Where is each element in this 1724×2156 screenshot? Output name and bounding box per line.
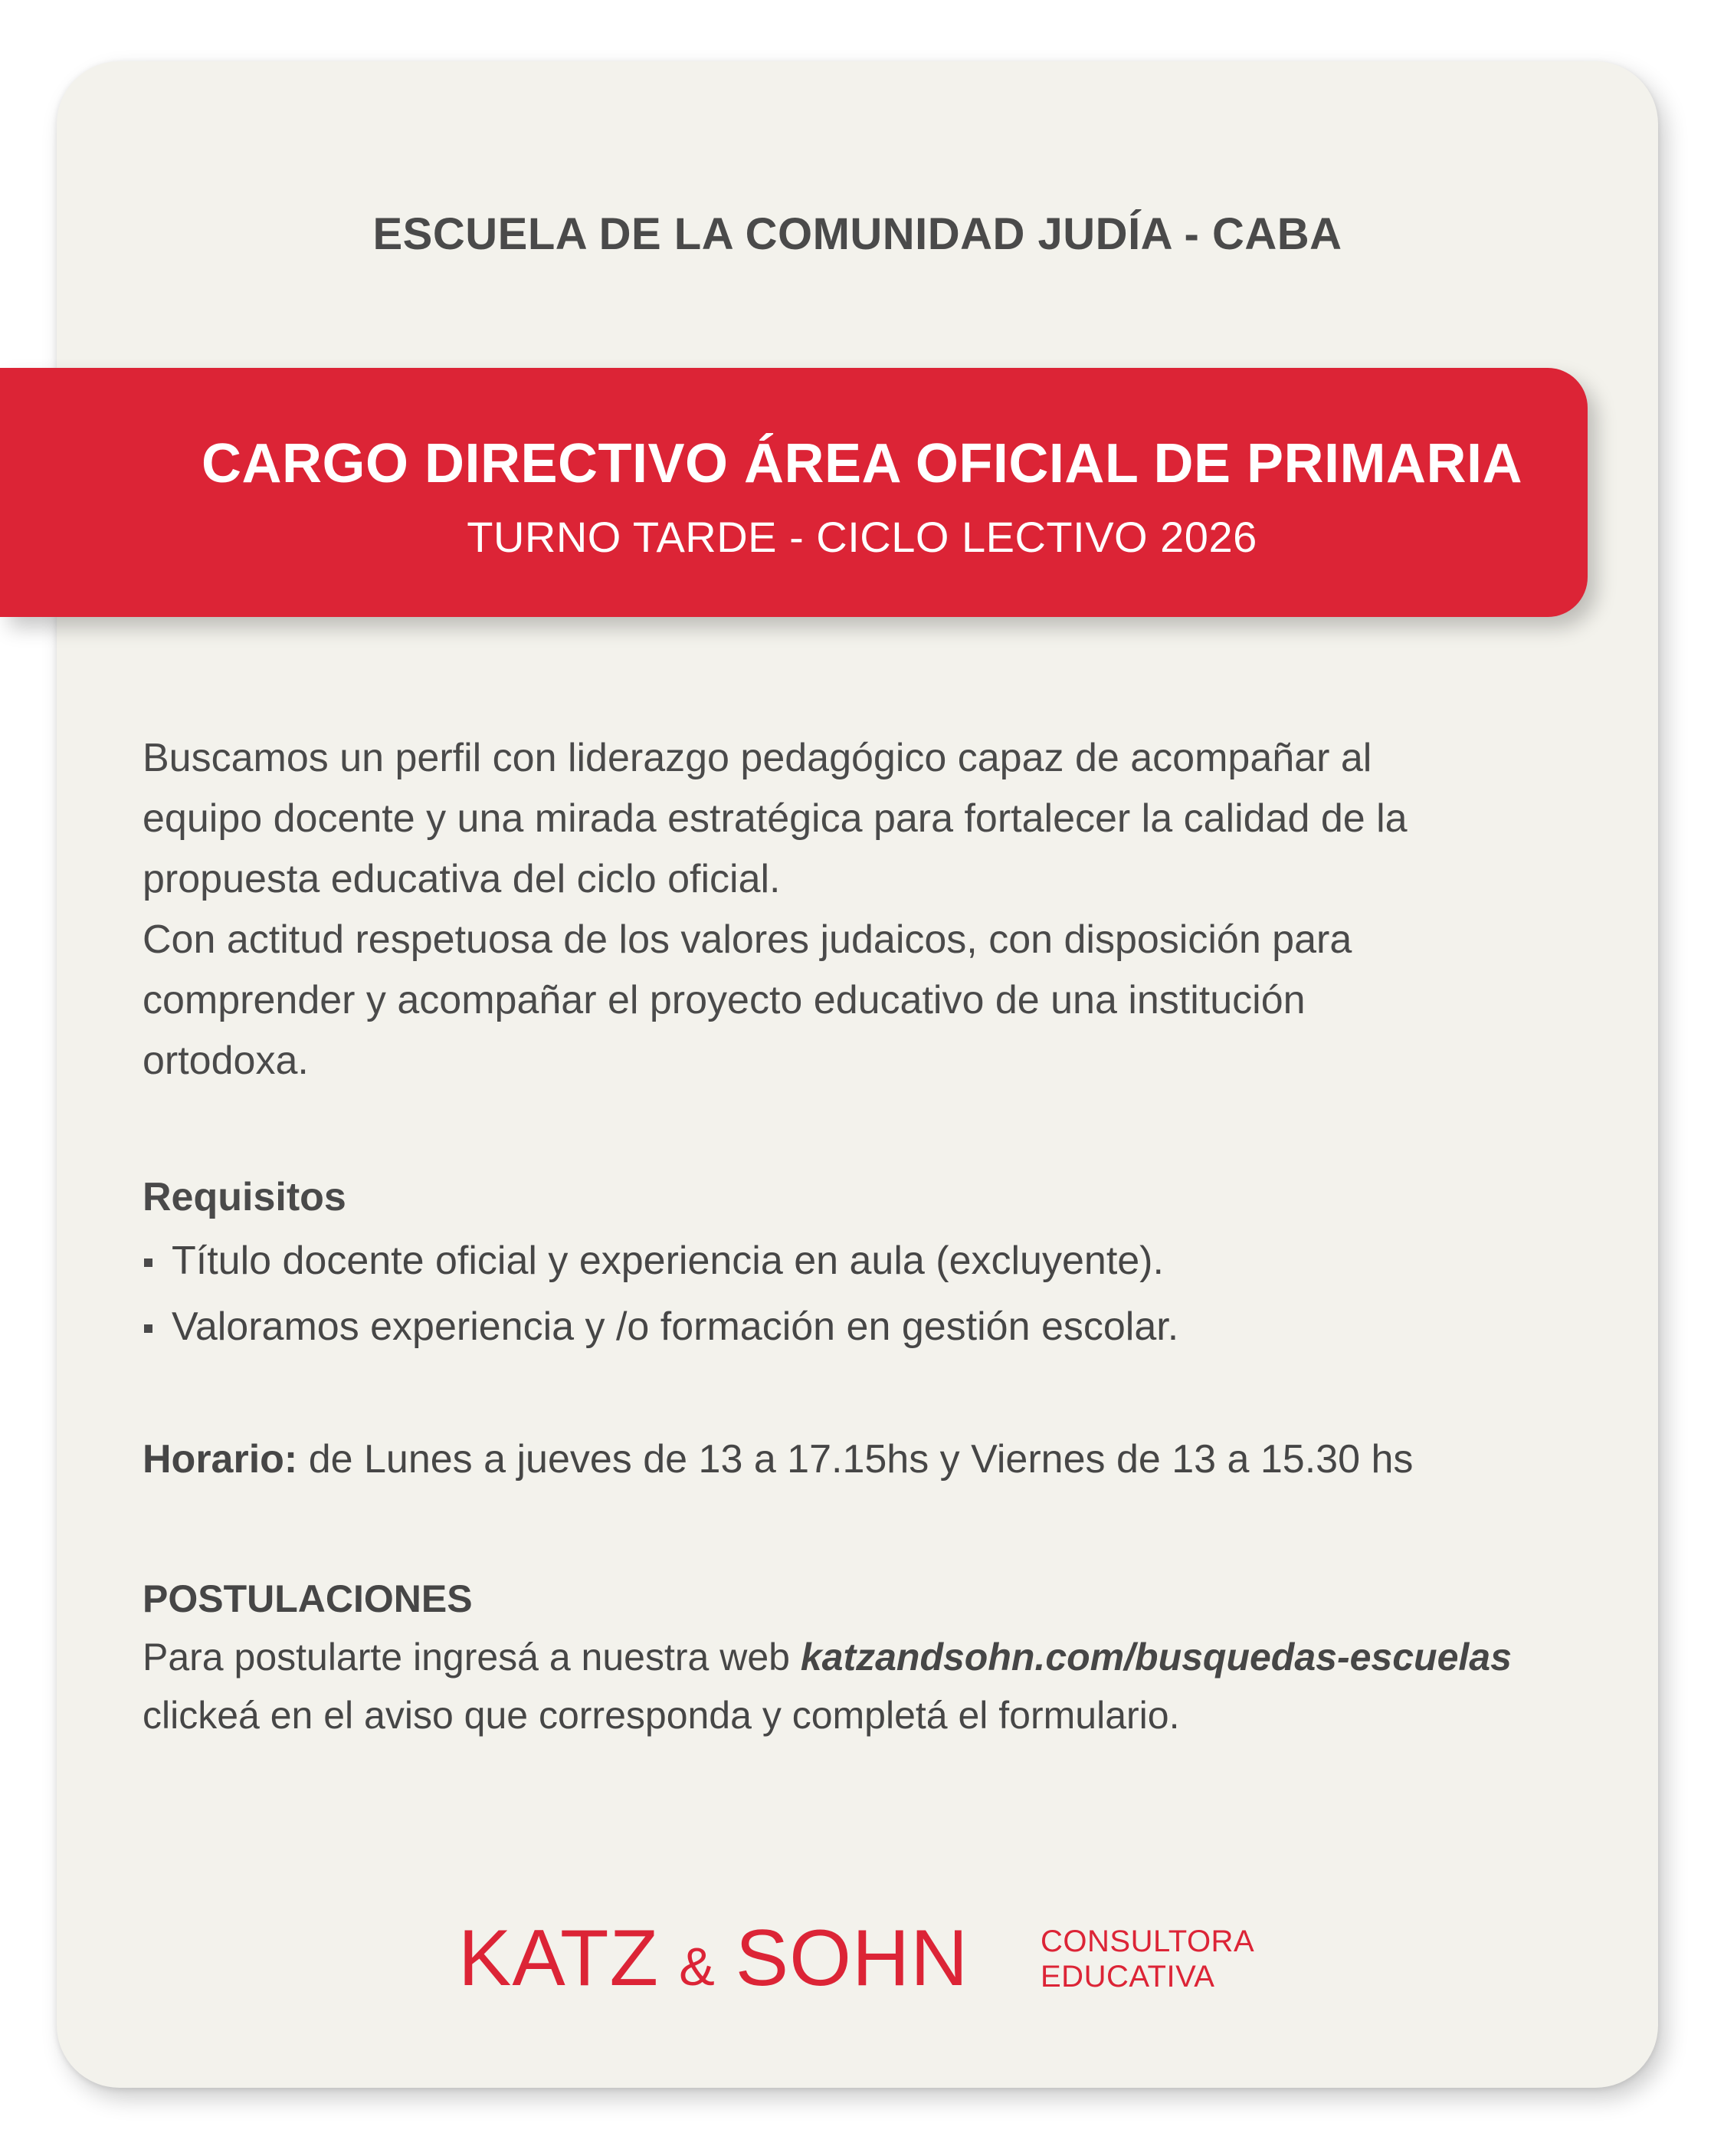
requirement-item	[143, 1228, 1598, 1294]
school-name: ESCUELA DE LA COMUNIDAD JUDÍA - CABA	[372, 209, 1342, 259]
applications-line-2: clickeá en el aviso que corresponda y completá el formulario.	[143, 1694, 1180, 1737]
logo-ampersand: &	[679, 1937, 716, 1997]
schedule-section	[143, 1429, 1598, 1490]
logo-tagline	[1041, 1924, 1254, 1994]
applications-section	[143, 1570, 1598, 1744]
logo-wordmark	[458, 1916, 969, 2009]
intro-line: Con actitud respetuosa de los valores judaicos, con disposición para	[143, 917, 1352, 962]
intro-line: comprender y acompañar el proyecto educativo de una institución	[143, 978, 1306, 1022]
intro-line: Buscamos un perfil con liderazgo pedagógico capaz de acompañar al	[143, 736, 1372, 780]
logo-tagline-line-2: EDUCATIVA	[1041, 1960, 1215, 1994]
requirements-section	[143, 1167, 1598, 1360]
requirements-heading: Requisitos	[143, 1175, 346, 1219]
position-title: CARGO DIRECTIVO ÁREA OFICIAL DE PRIMARIA	[201, 433, 1523, 494]
logo-name-katz: KATZ	[458, 1914, 660, 2003]
applications-line-1	[143, 1628, 1598, 1686]
applications-url-link[interactable]: katzandsohn.com/busquedas-escuelas	[800, 1636, 1512, 1679]
applications-text: Para postularte ingresá a nuestra web	[143, 1636, 801, 1679]
intro-line: propuesta educativa del ciclo oficial.	[143, 857, 781, 901]
intro-line: ortodoxa.	[143, 1039, 309, 1083]
intro-paragraph	[143, 728, 1598, 1091]
schedule-label: Horario:	[143, 1437, 298, 1482]
schedule-text: de Lunes a jueves de 13 a 17.15hs y Viernes de 13 a 15.30 hs	[297, 1437, 1414, 1482]
bullet-icon	[144, 1324, 152, 1333]
intro-line: equipo docente y una mirada estratégica para fortalecer la calidad de la	[143, 796, 1408, 841]
requirement-text: Valoramos experiencia y /o formación en gestión escolar.	[172, 1304, 1179, 1349]
requirement-item	[143, 1294, 1598, 1360]
logo-name-sohn: SOHN	[735, 1914, 969, 2003]
position-subtitle: TURNO TARDE - CICLO LECTIVO 2026	[467, 513, 1257, 561]
logo-tagline-line-1: CONSULTORA	[1041, 1925, 1255, 1958]
bullet-icon	[144, 1258, 152, 1267]
requirements-list	[143, 1228, 1598, 1360]
applications-heading: POSTULACIONES	[143, 1577, 473, 1620]
requirement-text: Título docente oficial y experiencia en aula (excluyente).	[172, 1239, 1164, 1283]
